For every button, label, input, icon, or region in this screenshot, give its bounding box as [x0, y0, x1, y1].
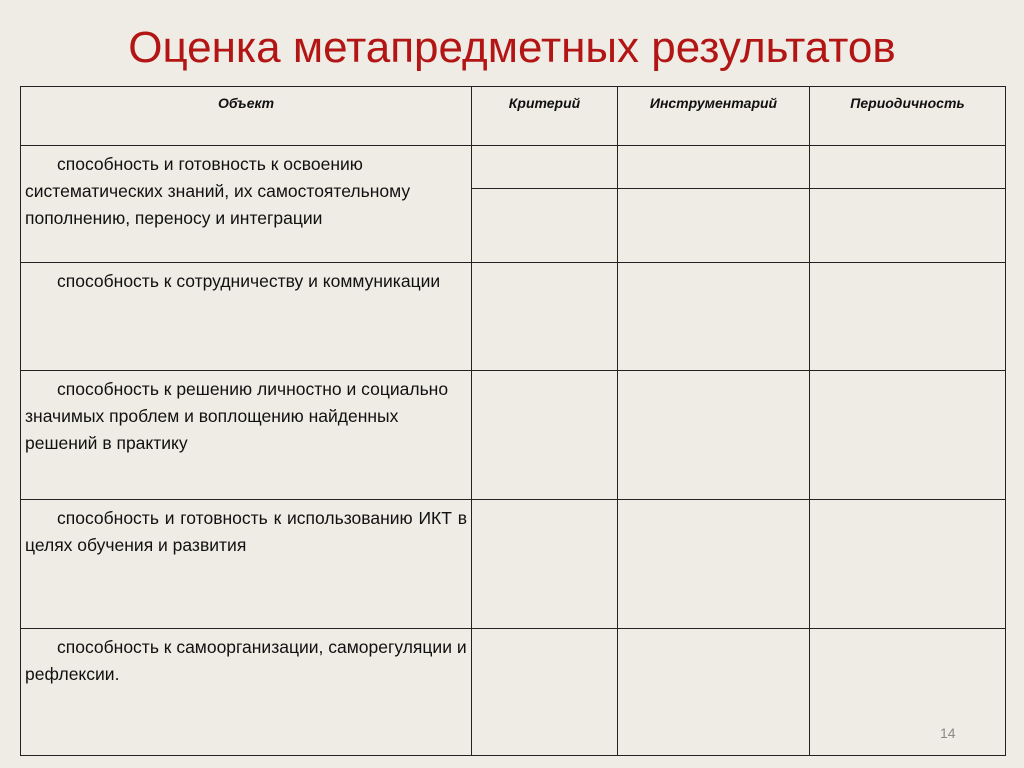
- header-criterion: Критерий: [472, 87, 618, 146]
- criterion-cell: [472, 189, 618, 263]
- object-text: способность к сотрудничеству и коммуникации: [57, 271, 441, 291]
- object-text: способность к решению личностно и социально значимых проблем и воплощению найденных решений в практику: [25, 379, 449, 453]
- assessment-table: [20, 86, 1006, 756]
- table-row: [21, 629, 1006, 756]
- object-cell: [21, 629, 472, 756]
- table-row: [21, 371, 1006, 500]
- periodicity-cell: [810, 263, 1006, 371]
- header-periodicity: Периодичность: [810, 87, 1006, 146]
- tools-cell: [618, 189, 810, 263]
- object-cell: [21, 500, 472, 629]
- tools-cell: [618, 371, 810, 500]
- object-text: способность и готовность к освоению систематических знаний, их самостоятельному пополнению, переносу и интеграции: [25, 154, 411, 228]
- object-cell: [21, 371, 472, 500]
- criterion-cell: [472, 629, 618, 756]
- table-row: [21, 146, 1006, 189]
- object-cell: [21, 263, 472, 371]
- periodicity-cell: [810, 371, 1006, 500]
- object-cell: [21, 146, 472, 263]
- tools-cell: [618, 500, 810, 629]
- table-header-row: [21, 87, 1006, 146]
- page-number: 14: [940, 725, 956, 741]
- table-row: [21, 500, 1006, 629]
- tools-cell: [618, 263, 810, 371]
- tools-cell: [618, 146, 810, 189]
- tools-cell: [618, 629, 810, 756]
- criterion-cell: [472, 500, 618, 629]
- slide-title: Оценка метапредметных результатов: [128, 23, 896, 72]
- criterion-cell: [472, 371, 618, 500]
- header-tools: Инструментарий: [618, 87, 810, 146]
- object-text: способность и готовность к использованию ИКТ в целях обучения и развития: [25, 508, 467, 555]
- periodicity-cell: [810, 189, 1006, 263]
- periodicity-cell: [810, 500, 1006, 629]
- object-text: способность к самоорганизации, саморегуляции и рефлексии.: [25, 637, 467, 684]
- table-row: [21, 263, 1006, 371]
- criterion-cell: [472, 146, 618, 189]
- header-object: Объект: [21, 87, 472, 146]
- periodicity-cell: [810, 146, 1006, 189]
- criterion-cell: [472, 263, 618, 371]
- periodicity-cell: [810, 629, 1006, 756]
